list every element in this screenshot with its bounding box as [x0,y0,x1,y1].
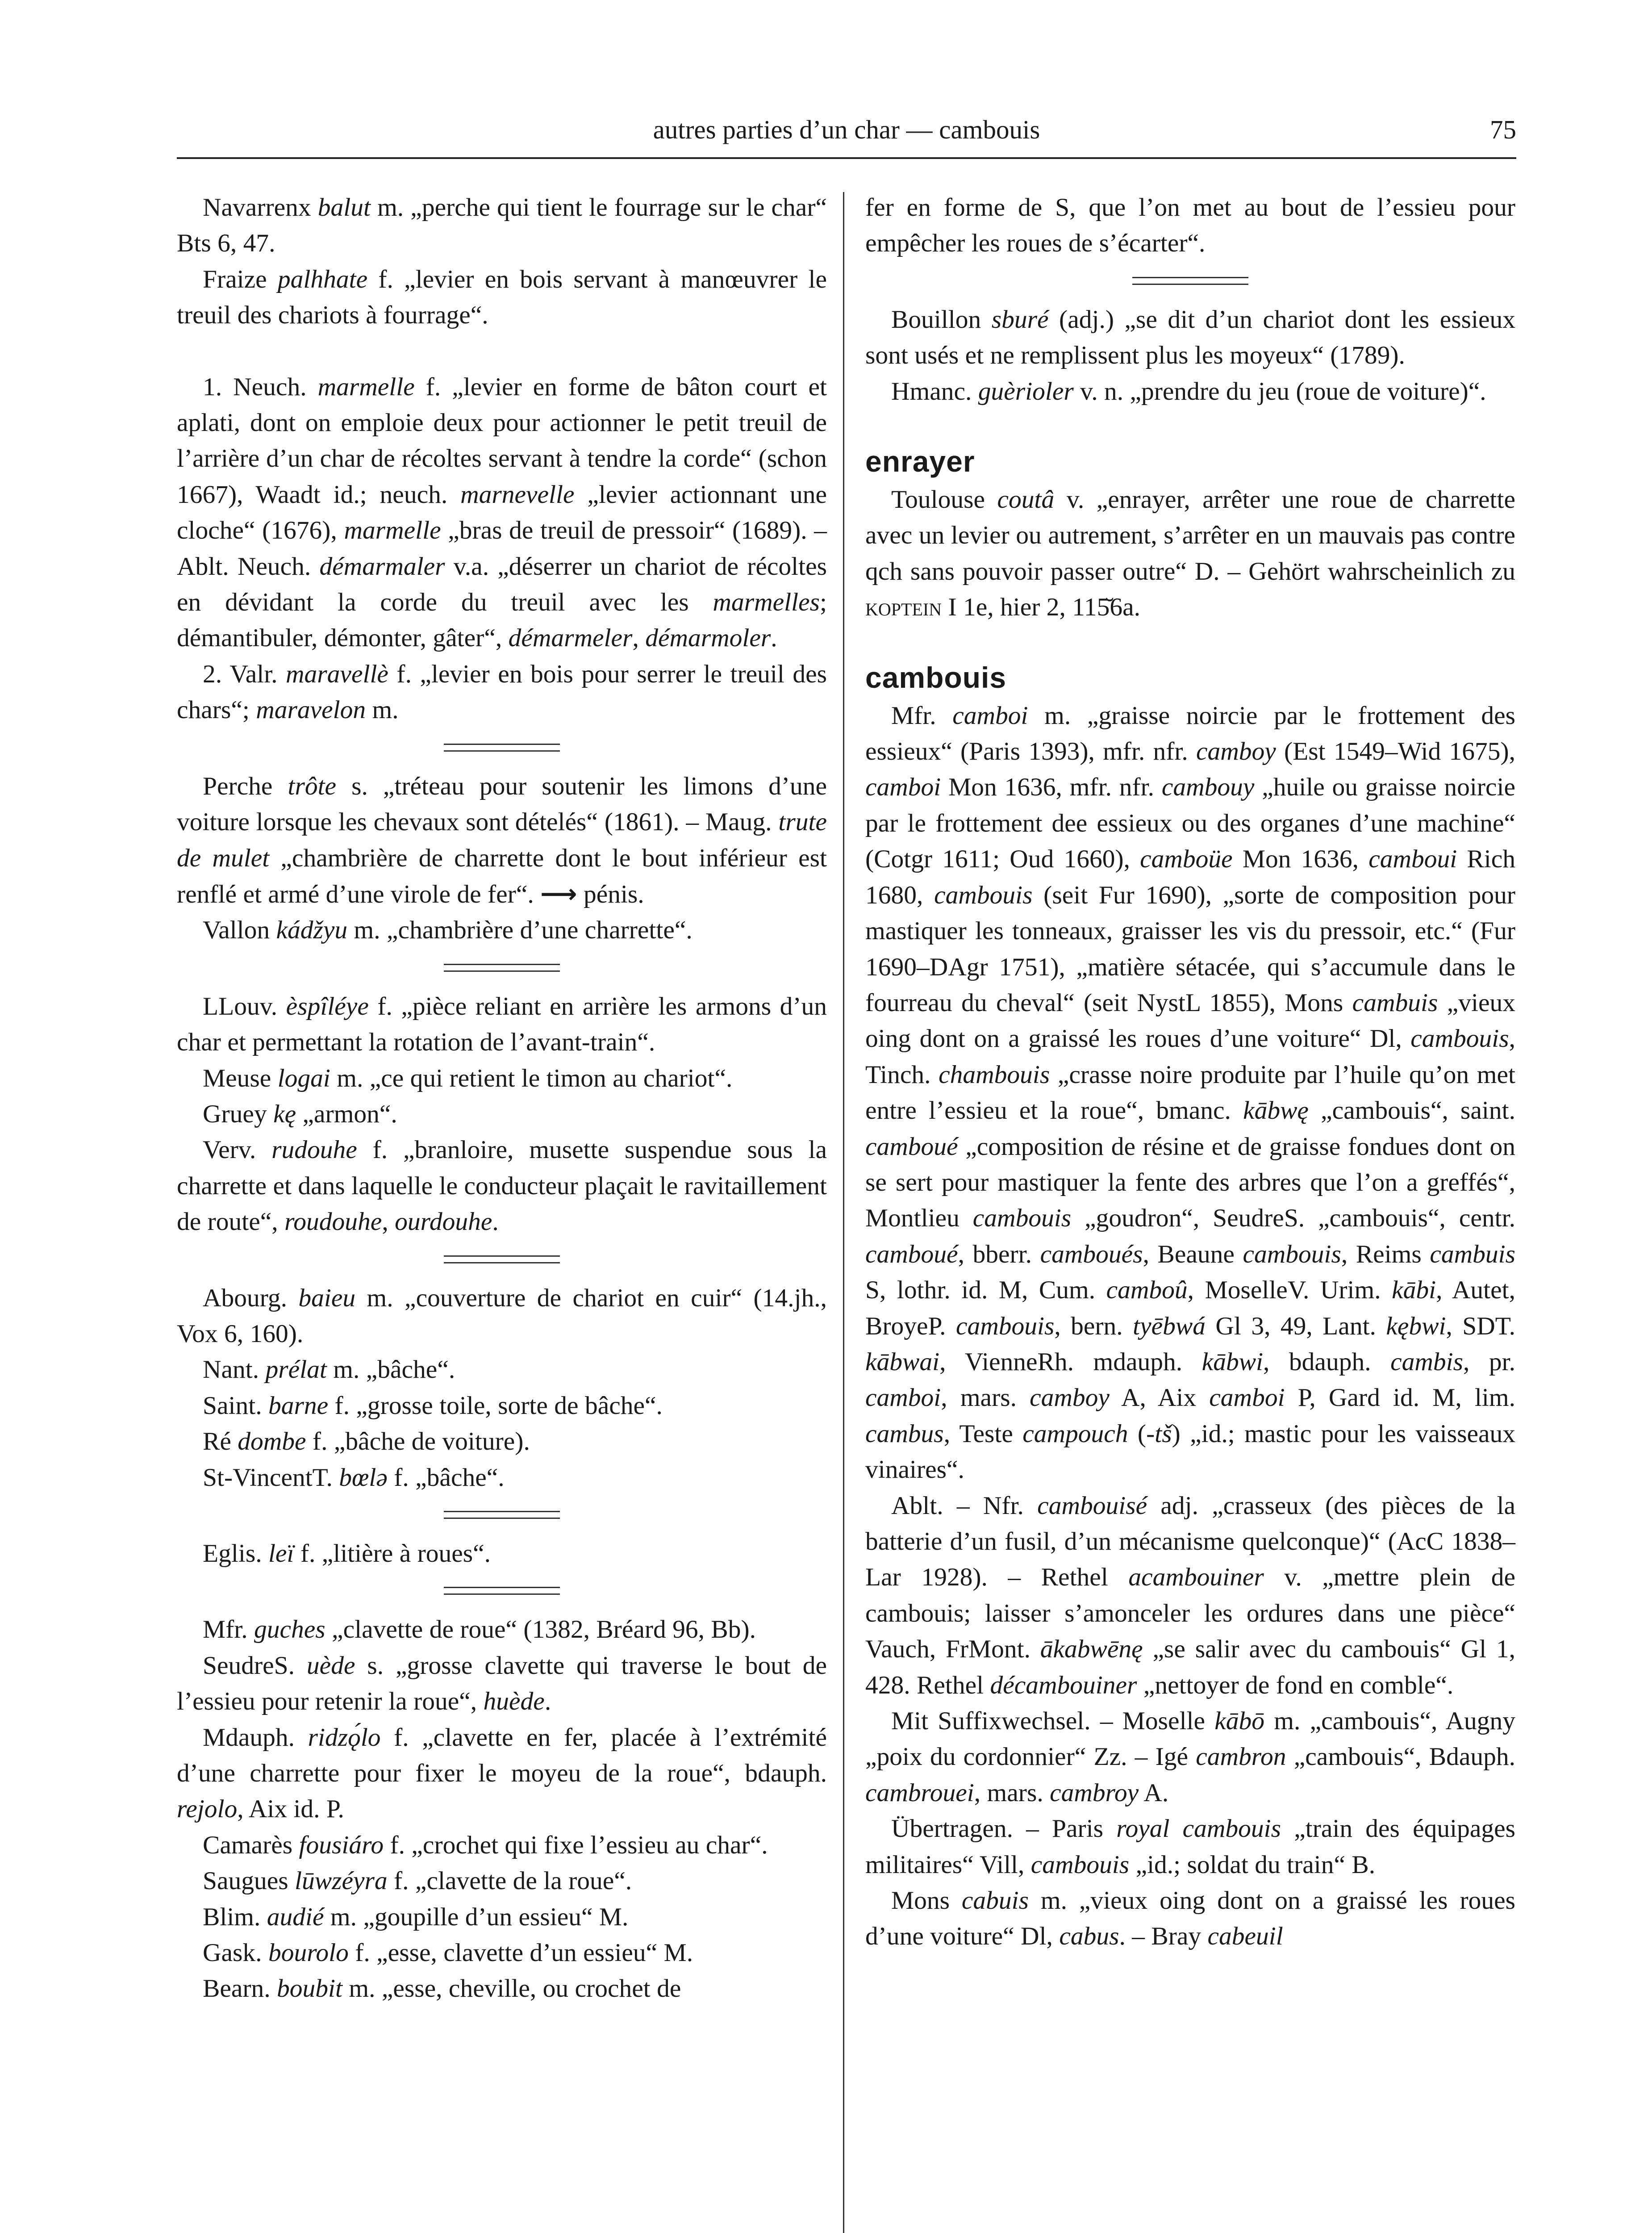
dictionary-entry: Gruey kę „armon“. [203,1100,397,1128]
dictionary-entry: Camarès fousiáro f. „crochet qui fixe l’essieu au char“. [203,1831,768,1859]
dictionary-entry: Bouillon sburé (adj.) „se dit d’un chariot dont les essieux sont usés et ne remplissent plus les moyeux“ (1789). [865,305,1515,370]
column-divider [843,192,844,2233]
dictionary-entry: Vallon kádžyu m. „chambrière d’une charrette“. [203,916,693,945]
section-separator [444,1255,560,1263]
dictionary-entry: Mit Suffixwechsel. – Moselle kābō m. „cambouis“, Augny „poix du cordonnier“ Zz. – Igé cambron „cambouis“, Bdauph. cambrouei, mars. cambroy A. [865,1707,1515,1807]
entry-group [865,482,1515,626]
section-heading-enrayer: enrayer [865,445,975,478]
page-header [177,112,1516,156]
section-separator [444,964,560,972]
dictionary-entry: Perche trôte s. „tréteau pour soutenir les limons d’une voiture lorsque les chevaux sont dételés“ (1861). – Maug. trute de mulet „chambrière de charrette dont le bout inférieur est renflé et armé d’une virole de fer“. ⟶ pénis. [177,772,827,909]
section-separator [444,744,560,752]
dictionary-entry: Saugues lūwzéyra f. „clavette de la roue“. [203,1867,632,1895]
dictionary-entry: Übertragen. – Paris royal cambouis „train des équipages militaires“ Vill, cambouis „id.; soldat du train“ B. [865,1815,1515,1879]
dictionary-entry: St-VincentT. bœlə f. „bâche“. [203,1463,505,1492]
dictionary-entry: Nant. prélat m. „bâche“. [203,1355,455,1384]
section-separator [444,1587,560,1595]
dictionary-entry: Bearn. boubit m. „esse, cheville, ou crochet de [203,1974,681,2003]
running-title: autres parties d’un char — cambouis [653,115,1040,144]
dictionary-entry: Blim. audié m. „goupille d’un essieu“ M. [203,1903,629,1931]
dictionary-entry: Saint. barne f. „grosse toile, sorte de bâche“. [203,1391,663,1420]
right-column [865,190,1515,1955]
header-rule [177,157,1516,159]
dictionary-entry: Ablt. – Nfr. cambouisé adj. „crasseux (des pièces de la batterie d’un fusil, d’un mécanisme quelconque)“ (AcC 1838–Lar 1928). – Rethel acambouiner v. „mettre plein de cambouis; laisser s’amonceler les ordures dans une pièce“ Vauch, FrMont. ākabwēnę „se salir avec du cambouis“ Gl 1, 428. Rethel décambouiner „nettoyer de fond en comble“. [865,1491,1516,1699]
dictionary-entry: 2. Valr. maravellè f. „levier en bois pour serrer le treuil des chars“; maravelon m. [177,660,827,724]
dictionary-entry: SeudreS. uède s. „grosse clavette qui traverse le bout de l’essieu pour retenir la roue“, huède. [177,1651,827,1716]
entry-group [865,190,1515,262]
dictionary-entry: Hmanc. guèrioler v. n. „prendre du jeu (roue de voiture)“. [891,377,1486,406]
dictionary-entry: Mfr. camboi m. „graisse noircie par le frottement des essieux“ (Paris 1393), mfr. nfr. camboy (Est 1549–Wid 1675), camboi Mon 1636, mfr. nfr. cambouy „huile ou graisse noircie par le frottement dee essieux ou des organes d’une machine“ (Cotgr 1611; Oud 1660), camboüe Mon 1636, camboui Rich 1680, cambouis (seit Fur 1690), „sorte de composition pour mastiquer les tonneaux, graisser les vis du pressoir, etc.“ (Fur 1690–DAgr 1751), „matière sétacée, qui s’accumule dans le fourreau du cheval“ (seit NystL 1855), Mons cambuis „vieux oing dont on a graissé les roues d’une voiture“ Dl, cambouis, Tinch. chambouis „crasse noire produite par l’huile qu’on met entre l’essieu et la roue“, bmanc. kābwę „cambouis“, saint. camboué „composition de résine et de graisse fondues dont on se sert pour mastiquer la fente des arbres que l’on a greffés“, Montlieu cambouis „goudron“, SeudreS. „cambouis“, centr. camboué, bberr. camboués, Beaune cambouis, Reims cambuis S, lothr. id. M, Cum. camboû, MoselleV. Urim. kābi, Autet, BroyeP. cambouis, bern. tyēbwá Gl 3, 49, Lant. kębwi, SDT. kābwai, VienneRh. mdauph. kābwi, bdauph. cambis, pr. camboi, mars. camboy A, Aix camboi P, Gard id. M, lim. cambus, Teste campouch (-tš) „id.; mastic pour les vaisseaux vinaires“. [865,701,1516,1484]
dictionary-entry: Gask. bourolo f. „esse, clavette d’un essieu“ M. [203,1939,693,1967]
dictionary-entry: Mdauph. ridzǫ́lo f. „clavette en fer, placée à l’extrémité d’une charrette pour fixer le moyeu de la roue“, bdauph. rejolo, Aix id. P. [177,1723,827,1823]
entry-group [177,1280,827,1496]
spacer [865,410,1515,441]
spacer [177,334,827,369]
entry-group [865,302,1515,410]
dictionary-entry: fer en forme de S, que l’on met au bout de l’essieu pour empêcher les roues de s’écarter“. [865,193,1515,258]
entry-group [865,698,1515,1955]
dictionary-entry: 1. Neuch. marmelle f. „levier en forme de bâton court et aplati, dont on emploie deux pour actionner le petit treuil de l’arrière d’un char de récoltes servant à tendre la corde“ (schon 1667), Waadt id.; neuch. marnevelle „levier actionnant une cloche“ (1676), marmelle „bras de treuil de pressoir“ (1689). – Ablt. Neuch. démarmaler v.a. „déserrer un chariot de récoltes en dévidant la corde du treuil avec les marmelles; démantibuler, démonter, gâter“, démarmeler, démarmoler. [177,372,827,652]
dictionary-entry: Navarrenx balut m. „perche qui tient le fourrage sur le char“ Bts 6, 47. [177,193,827,258]
section-separator [1132,277,1248,285]
spacer [865,626,1515,657]
entry-group [177,190,827,334]
entry-group [177,369,827,728]
entry-group [177,769,827,949]
dictionary-entry: Toulouse coutâ v. „enrayer, arrêter une roue de charrette avec un levier ou autrement, s’arrêter en un mauvais pas contre qch sans pouvoir passer outre“ D. – Gehört wahrscheinlich zu koptein I 1e, hier 2, 115̆6a. [865,485,1515,622]
entry-group [177,1536,827,1572]
entry-group [177,1612,827,2007]
dictionary-entry: Abourg. baieu m. „couverture de chariot en cuir“ (14.jh., Vox 6, 160). [177,1284,827,1348]
dictionary-entry: Verv. rudouhe f. „branloire, musette suspendue sous la charrette et dans laquelle le conducteur plaçait le ravitaillement de route“, roudouhe, ourdouhe. [177,1136,827,1236]
dictionary-entry: Eglis. leï f. „litière à roues“. [203,1539,491,1568]
dictionary-entry: LLouv. èspîléye f. „pièce reliant en arrière les armons d’un char et permettant la rotation de l’avant-train“. [177,992,827,1057]
page-number: 75 [1490,115,1516,144]
entry-group [177,989,827,1240]
section-heading-cambouis: cambouis [865,661,1007,694]
dictionary-entry: Mfr. guches „clavette de roue“ (1382, Bréard 96, Bb). [203,1615,756,1644]
dictionary-entry: Ré dombe f. „bâche de voiture). [203,1427,530,1456]
dictionary-entry: Meuse logai m. „ce qui retient le timon au chariot“. [203,1064,733,1092]
dictionary-entry: Mons cabuis m. „vieux oing dont on a graissé les roues d’une voiture“ Dl, cabus. – Bray cabeuil [865,1886,1515,1951]
left-column [177,190,827,2007]
section-separator [444,1511,560,1519]
dictionary-entry: Fraize palhhate f. „levier en bois servant à manœuvrer le treuil des chariots à fourrage“. [177,265,827,330]
